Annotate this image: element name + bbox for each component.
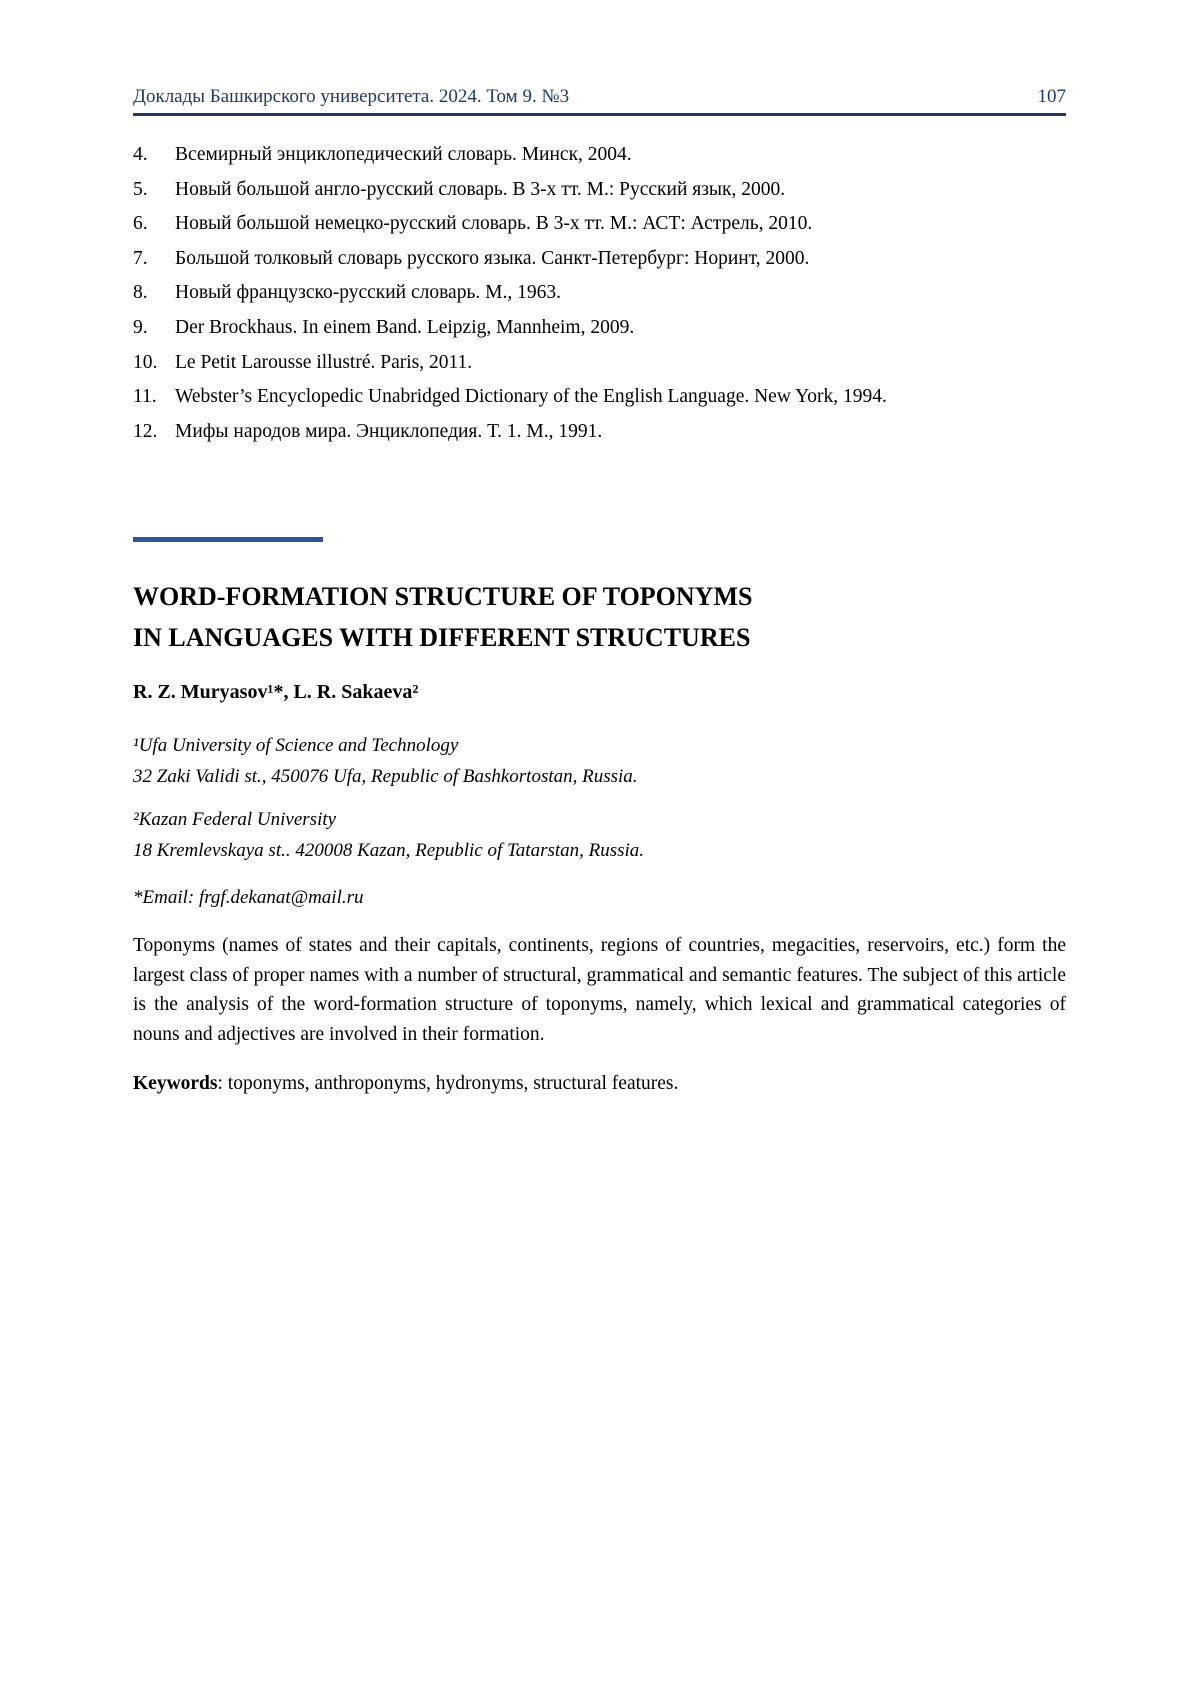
reference-number: 6. bbox=[133, 213, 148, 235]
reference-number: 12. bbox=[133, 420, 158, 442]
reference-text: Le Petit Larousse illustré. Paris, 2011. bbox=[175, 351, 473, 373]
affiliation-2 bbox=[133, 804, 1066, 866]
reference-item bbox=[133, 346, 1066, 381]
reference-item bbox=[133, 207, 1066, 242]
reference-text: Новый большой англо-русский словарь. В 3-х тт. М.: Русский язык, 2000. bbox=[175, 178, 786, 200]
section-divider-bar bbox=[133, 537, 323, 542]
reference-text: Webster’s Encyclopedic Unabridged Dictionary of the English Language. New York, 1994. bbox=[175, 386, 887, 408]
keywords-line bbox=[133, 1069, 1066, 1099]
page-number: 107 bbox=[1037, 86, 1066, 107]
reference-list bbox=[133, 138, 1066, 449]
reference-item bbox=[133, 276, 1066, 311]
reference-number: 4. bbox=[133, 144, 148, 165]
authors-line: R. Z. Muryasov¹*, L. R. Sakaeva² bbox=[133, 681, 419, 704]
header-rule bbox=[133, 113, 1066, 116]
affiliation-1-address: 32 Zaki Validi st., 450076 Ufa, Republic of Bashkortostan, Russia. bbox=[133, 766, 638, 788]
reference-text: Всемирный энциклопедический словарь. Минск, 2004. bbox=[175, 144, 632, 165]
affiliation-2-name: ²Kazan Federal University bbox=[133, 809, 337, 831]
affiliation-1 bbox=[133, 730, 1066, 792]
reference-number: 7. bbox=[133, 247, 148, 269]
reference-text: Большой толковый словарь русского языка. Санкт-Петербург: Норинт, 2000. bbox=[175, 247, 810, 269]
reference-number: 10. bbox=[133, 351, 158, 373]
article-title-line1: WORD-FORMATION STRUCTURE OF TOPONYMS bbox=[133, 582, 753, 612]
reference-number: 9. bbox=[133, 316, 148, 338]
reference-item bbox=[133, 138, 1066, 173]
reference-text: Новый большой немецко-русский словарь. В 3-х тт. М.: АСТ: Астрель, 2010. bbox=[175, 213, 813, 235]
reference-item bbox=[133, 311, 1066, 346]
reference-number: 11. bbox=[133, 386, 157, 408]
reference-item bbox=[133, 173, 1066, 208]
article-title-line2: IN LANGUAGES WITH DIFFERENT STRUCTURES bbox=[133, 623, 751, 653]
article-title bbox=[133, 576, 1066, 658]
keywords-text: : toponyms, anthroponyms, hydronyms, structural features. bbox=[217, 1072, 679, 1094]
abstract-paragraph: Toponyms (names of states and their capitals, continents, regions of countries, megacities, reservoirs, etc.) form the largest class of proper names with a number of structural, grammatical and semantic features. The subject of this article is the analysis of the word-formation structure of toponyms, namely, which lexical and grammatical categories of nouns and adjectives are involved in their formation. bbox=[133, 935, 1066, 1045]
reference-item bbox=[133, 415, 1066, 450]
journal-title: Доклады Башкирского университета. 2024. Том 9. №3 bbox=[133, 86, 570, 107]
page-header bbox=[133, 86, 1066, 108]
email-line: *Email: frgf.dekanat@mail.ru bbox=[133, 887, 364, 909]
reference-text: Мифы народов мира. Энциклопедия. Т. 1. М., 1991. bbox=[175, 420, 603, 442]
affiliation-1-name: ¹Ufa University of Science and Technology bbox=[133, 735, 459, 757]
reference-text: Der Brockhaus. In einem Band. Leipzig, Mannheim, 2009. bbox=[175, 316, 635, 338]
keywords-label: Keywords bbox=[133, 1072, 218, 1094]
reference-item bbox=[133, 242, 1066, 277]
reference-item bbox=[133, 380, 1066, 415]
reference-number: 8. bbox=[133, 282, 148, 304]
affiliation-2-address: 18 Kremlevskaya st.. 420008 Kazan, Republic of Tatarstan, Russia. bbox=[133, 840, 645, 862]
reference-text: Новый французско-русский словарь. М., 1963. bbox=[175, 282, 561, 304]
reference-number: 5. bbox=[133, 178, 148, 200]
